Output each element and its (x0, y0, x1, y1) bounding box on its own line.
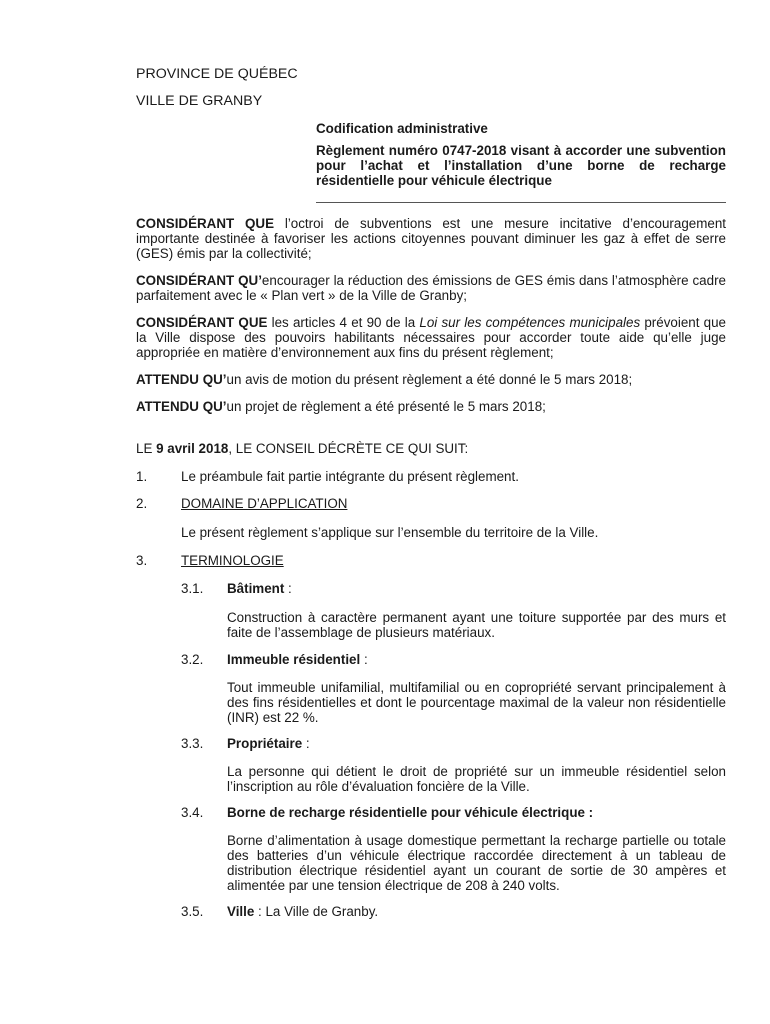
definition-3-2-number: 3.2. (181, 652, 204, 667)
definition-3-4-number: 3.4. (181, 805, 204, 820)
preamble-2-lead: CONSIDÉRANT QU’ (136, 273, 262, 288)
preamble-5-text: un projet de règlement a été présenté le 5 mars 2018; (226, 399, 546, 414)
bylaw-title: Règlement numéro 0747-2018 visant à accorder une subvention pour l’achat et l’installation d’une borne de recharge résidentielle pour véhicule électrique (316, 143, 726, 188)
decree-suffix: , LE CONSEIL DÉCRÈTE CE QUI SUIT: (228, 441, 469, 456)
definition-3-3-body: La personne qui détient le droit de propriété sur un immeuble résidentiel selon l’inscription au rôle d’évaluation foncière de la Ville. (227, 764, 726, 794)
preamble-2 (136, 273, 726, 303)
definition-3-1-term: Bâtiment (227, 581, 285, 596)
preamble-1-lead: CONSIDÉRANT QUE (136, 216, 275, 231)
decree-line (136, 441, 468, 456)
preamble-5 (136, 399, 726, 414)
definition-3-2-term-line (227, 652, 368, 667)
preamble-3-lead: CONSIDÉRANT QUE (136, 315, 268, 330)
codification-label: Codification administrative (316, 121, 488, 136)
definition-3-4-body: Borne d’alimentation à usage domestique permettant la recharge partielle ou totale des batteries d’un véhicule électrique raccordée directement à un tableau de distribution électrique résidentiel ayant un courant de sortie de 30 ampères et alimentée par une tension électrique de 208 à 240 volts. (227, 833, 726, 893)
definition-3-5-number: 3.5. (181, 904, 204, 919)
definition-3-3-term: Propriétaire (227, 736, 303, 751)
definition-3-1-term-line (227, 581, 292, 596)
preamble-5-lead: ATTENDU QU’ (136, 399, 227, 414)
preamble-1-text: l’octroi de subventions est une mesure incitative d’encouragement importante destinée à favoriser les actions citoyennes pouvant diminuer les gaz à effet de serre (GES) émis par la collectivité; (136, 216, 726, 261)
article-2-heading: DOMAINE D’APPLICATION (181, 496, 348, 511)
article-1-number: 1. (136, 469, 148, 484)
preamble-4-text: un avis de motion du présent règlement a été donné le 5 mars 2018; (226, 372, 633, 387)
preamble-1 (136, 216, 726, 261)
definition-3-2-sep: : (360, 652, 368, 667)
article-3-number: 3. (136, 553, 148, 568)
article-2-number: 2. (136, 496, 148, 511)
definition-3-5-term-line (227, 904, 378, 919)
province-heading: PROVINCE DE QUÉBEC (136, 66, 298, 82)
definition-3-1-number: 3.1. (181, 581, 204, 596)
preamble-3 (136, 315, 726, 360)
decree-prefix: LE (136, 441, 157, 456)
definition-3-2-term: Immeuble résidentiel (227, 652, 361, 667)
article-1-text: Le préambule fait partie intégrante du présent règlement. (181, 469, 519, 484)
definition-3-1-sep: : (284, 581, 292, 596)
statute-name: Loi sur les compétences municipales (419, 315, 641, 330)
definition-3-3-sep: : (302, 736, 310, 751)
definition-3-2-body: Tout immeuble unifamilial, multifamilial ou en copropriété servant principalement à des fins résidentielles et dont le pourcentage maximal de la valeur non résidentielle (INR) est 22 %. (227, 680, 726, 725)
definition-3-4-term-line (227, 805, 593, 820)
decree-date: 9 avril 2018 (156, 441, 229, 456)
definition-3-1-body: Construction à caractère permanent ayant une toiture supportée par des murs et faite de l’assemblage de plusieurs matériaux. (227, 610, 726, 640)
preamble-4-lead: ATTENDU QU’ (136, 372, 227, 387)
definition-3-3-number: 3.3. (181, 736, 204, 751)
preamble-2-text: encourager la réduction des émissions de GES émis dans l’atmosphère cadre parfaitement avec le « Plan vert » de la Ville de Granby; (136, 273, 726, 303)
preamble-3-text-before: les articles 4 et 90 de la (267, 315, 420, 330)
city-heading: VILLE DE GRANBY (136, 93, 263, 109)
preamble-3-text-after: prévoient que la Ville dispose des pouvoirs habilitants nécessaires pour accorder toute aide qu’elle juge appropriée en matière d’environnement aux fins du présent règlement; (136, 315, 726, 360)
definition-3-5-sep: : La Ville de Granby. (254, 904, 379, 919)
article-3-heading: TERMINOLOGIE (181, 553, 284, 568)
title-divider (316, 202, 726, 203)
definition-3-4-term: Borne de recharge résidentielle pour véhicule électrique : (227, 805, 594, 820)
definition-3-5-term: Ville (227, 904, 255, 919)
preamble-4 (136, 372, 726, 387)
definition-3-3-term-line (227, 736, 310, 751)
article-2-body: Le présent règlement s’applique sur l’ensemble du territoire de la Ville. (181, 525, 599, 540)
